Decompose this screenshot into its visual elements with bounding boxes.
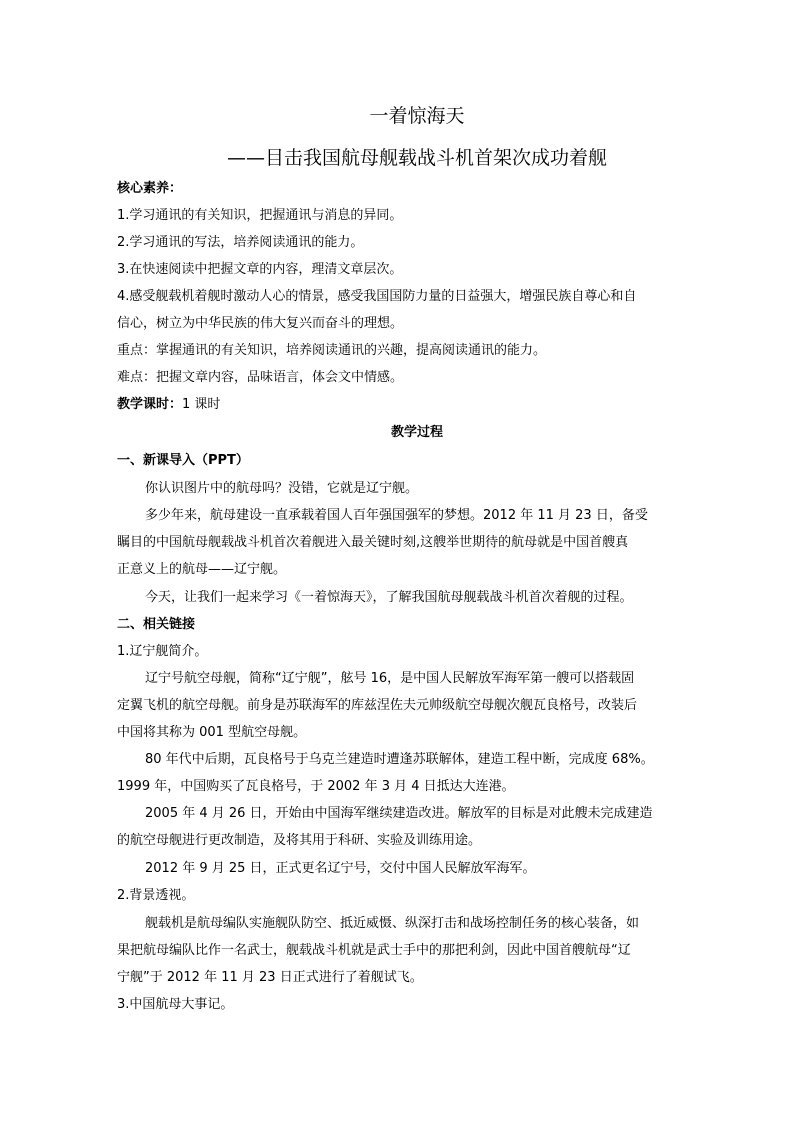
key-point: 重点：掌握通讯的有关知识，培养阅读通讯的兴趣，提高阅读通讯的能力。 (117, 343, 547, 358)
paragraph-line: 多少年来，航母建设一直承载着国人百年强国强军的梦想。2012 年 11 月 23 日，备受 (145, 508, 648, 523)
paragraph-line: 正意义上的航母——辽宁舰。 (117, 562, 287, 577)
paragraph-line: 你认识图片中的航母吗？没错，它就是辽宁舰。 (145, 481, 419, 496)
paragraph-line: 辽宁号航空母舰，简称“辽宁舰”，舷号 16，是中国人民解放军海军第一艘可以搭载固 (145, 671, 635, 686)
document-subtitle: ——目击我国航母舰载战斗机首架次成功着舰 (226, 147, 607, 169)
class-hours (117, 396, 687, 414)
paragraph-line: 2012 年 9 月 25 日，正式更名辽宁号，交付中国人民解放军海军。 (145, 861, 536, 876)
paragraph-line: 1999 年，中国购买了瓦良格号，于 2002 年 3 月 4 日抵达大连港。 (117, 779, 515, 794)
core-item: 4.感受舰载机着舰时激动人心的情景，感受我国国防力量的日益强大，增强民族自尊心和自 (117, 289, 637, 304)
paragraph-line: 80 年代中后期，瓦良格号于乌克兰建造时遭逢苏联解体，建造工程中断，完成度 68%。 (145, 752, 654, 767)
subsection-heading: 3.中国航母大事记。 (117, 997, 234, 1012)
difficult-point: 难点：把握文章内容，品味语言，体会文中情感。 (117, 370, 404, 385)
paragraph-line: 瞩目的中国航母舰载战斗机首次着舰进入最关键时刻,这艘举世期待的航母就是中国首艘真 (117, 535, 629, 550)
core-item: 信心，树立为中华民族的伟大复兴而奋斗的理想。 (117, 316, 404, 331)
paragraph-line: 定翼飞机的航空母舰。前身是苏联海军的库兹涅佐夫元帅级航空母舰次舰瓦良格号，改装后 (117, 698, 638, 713)
class-hours-label: 教学课时： (117, 397, 183, 412)
subsection-heading: 2.背景透视。 (117, 888, 195, 903)
document-title: 一着惊海天 (369, 105, 465, 127)
paragraph-line: 2005 年 4 月 26 日，开始由中国海军继续建造改进。解放军的目标是对此艘未完成建造 (145, 806, 653, 821)
paragraph-line: 果把航母编队比作一名武士，舰载战斗机就是武士手中的那把利剑，因此中国首艘航母“辽 (117, 943, 631, 958)
paragraph-line: 今天，让我们一起来学习《一着惊海天》，了解我国航母舰载战斗机首次着舰的过程。 (145, 590, 633, 605)
process-heading: 教学过程 (390, 425, 443, 440)
core-literacy-heading: 核心素养： (117, 181, 183, 196)
core-item: 3.在快速阅读中把握文章的内容，理清文章层次。 (117, 262, 403, 277)
paragraph-line: 舰载机是航母编队实施舰队防空、抵近威慑、纵深打击和战场控制任务的核心装备，如 (145, 916, 640, 931)
core-item: 2.学习通讯的写法，培养阅读通讯的能力。 (117, 235, 364, 250)
subsection-heading: 1.辽宁舰简介。 (117, 644, 208, 659)
paragraph-line: 的航空母舰进行更改制造，及将其用于科研、实验及训练用途。 (117, 833, 482, 848)
section-heading-links: 二、相关链接 (117, 617, 196, 632)
class-hours-value: 1 课时 (182, 397, 221, 412)
paragraph-line: 中国将其称为 001 型航空母舰。 (117, 725, 307, 740)
paragraph-line: 宁舰”于 2012 年 11 月 23 日正式进行了着舰试飞。 (117, 970, 423, 985)
section-heading-intro: 一、新课导入（PPT） (117, 453, 249, 468)
core-item: 1.学习通讯的有关知识，把握通讯与消息的异同。 (117, 208, 403, 223)
